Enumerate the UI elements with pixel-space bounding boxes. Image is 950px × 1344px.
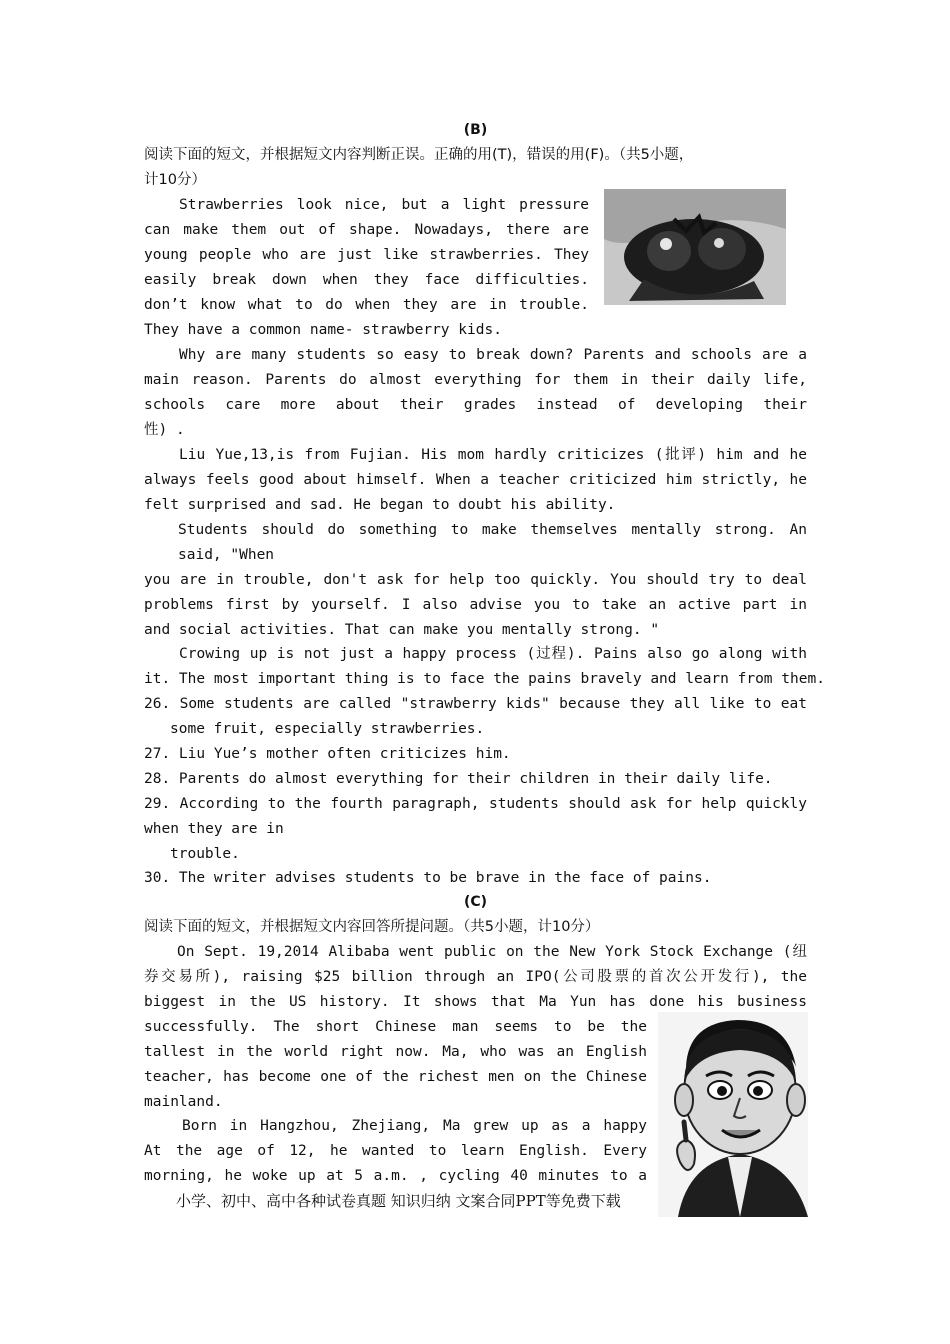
passage-b-line: and social activities. That can make you mentally strong. " — [144, 622, 660, 638]
passage-b-line: felt surprised and sad. He began to doubt his ability. — [144, 497, 616, 513]
passage-c-line: successfully. The short Chinese man seems to be the — [144, 1019, 647, 1035]
passage-b-line: said, "When — [178, 547, 275, 563]
passage-c-line: Born in Hangzhou, Zhejiang, Ma grew up as a happy — [182, 1118, 647, 1134]
question-28: 28. Parents do almost everything for their children in their daily life. — [144, 771, 773, 787]
passage-c-line: At the age of 12, he wanted to learn English. Every — [144, 1143, 647, 1159]
passage-c-line: morning, he woke up at 5 a.m. , cycling 40 minutes to a — [144, 1168, 647, 1184]
section-c-instruction: 阅读下面的短文，并根据短文内容回答所提问题。（共5小题，计10分） — [144, 919, 600, 935]
question-27: 27. Liu Yue’s mother often criticizes him. — [144, 746, 511, 762]
question-26-cont: some fruit, especially strawberries. — [170, 721, 485, 737]
passage-b-line: always feels good about himself. When a teacher criticized him strictly, he — [144, 472, 807, 488]
passage-b-line: don’t know what to do when they are in trouble. — [144, 297, 589, 313]
footer-download-note: 小学、初中、高中各种试卷真题 知识归纳 文案合同PPT等免费下载 — [176, 1192, 621, 1210]
question-30: 30. The writer advises students to be brave in the face of pains. — [144, 870, 712, 886]
passage-c-line: biggest in the US history. It shows that Ma Yun has done his business — [144, 994, 807, 1010]
section-c-heading: (C) — [463, 894, 488, 910]
passage-b-line: young people who are just like strawberries. They — [144, 247, 589, 263]
passage-c-line: 券交易所), raising $25 billion through an IPO(公司股票的首次公开发行), the — [144, 969, 807, 985]
ma-yun-caricature — [658, 1012, 808, 1217]
question-29-cont: trouble. — [170, 846, 240, 862]
question-26: 26. Some students are called "strawberry kids" because they all like to eat — [144, 696, 807, 712]
passage-b-line: They have a common name- strawberry kids. — [144, 322, 502, 338]
section-b-instruction-cont: 计10分） — [144, 172, 206, 188]
passage-c-line: mainland. — [144, 1094, 223, 1110]
passage-b-line: Crowing up is not just a happy process (过程). Pains also go along with — [179, 646, 807, 662]
passage-b-line: Students should do something to make themselves mentally strong. An — [178, 522, 807, 538]
passage-b-line: problems first by yourself. I also advise you to take an active part in — [144, 597, 807, 613]
passage-b-line: main reason. Parents do almost everything for them in their daily life, — [144, 372, 807, 388]
question-29: 29. According to the fourth paragraph, students should ask for help quickly — [144, 796, 807, 812]
passage-b-line: Liu Yue,13,is from Fujian. His mom hardly criticizes (批评) him and he — [179, 447, 807, 463]
question-29-cont: when they are in — [144, 821, 284, 837]
section-b-heading: (B) — [463, 122, 488, 138]
section-b-instruction: 阅读下面的短文，并根据短文内容判断正误。正确的用(T)，错误的用(F)。（共5小题， — [144, 147, 694, 163]
passage-b-line: easily break down when they face difficulties. — [144, 272, 589, 288]
passage-b-line: schools care more about their grades instead of developing their — [144, 397, 807, 413]
passage-b-line: Strawberries look nice, but a light pressure — [179, 197, 589, 213]
passage-c-line: teacher, has become one of the richest men on the Chinese — [144, 1069, 647, 1085]
passage-b-line: can make them out of shape. Nowadays, there are — [144, 222, 589, 238]
passage-c-line: tallest in the world right now. Ma, who was an English — [144, 1044, 647, 1060]
passage-b-line: Why are many students so easy to break down? Parents and schools are a — [179, 347, 807, 363]
passage-b-line: you are in trouble, don't ask for help too quickly. You should try to deal — [144, 572, 807, 588]
passage-c-line: On Sept. 19,2014 Alibaba went public on the New York Stock Exchange (纽 — [177, 944, 807, 960]
passage-b-line: it. The most important thing is to face the pains bravely and learn from them. — [144, 671, 825, 687]
strawberry-photo — [604, 189, 786, 305]
passage-b-line: 性) . — [144, 422, 185, 438]
